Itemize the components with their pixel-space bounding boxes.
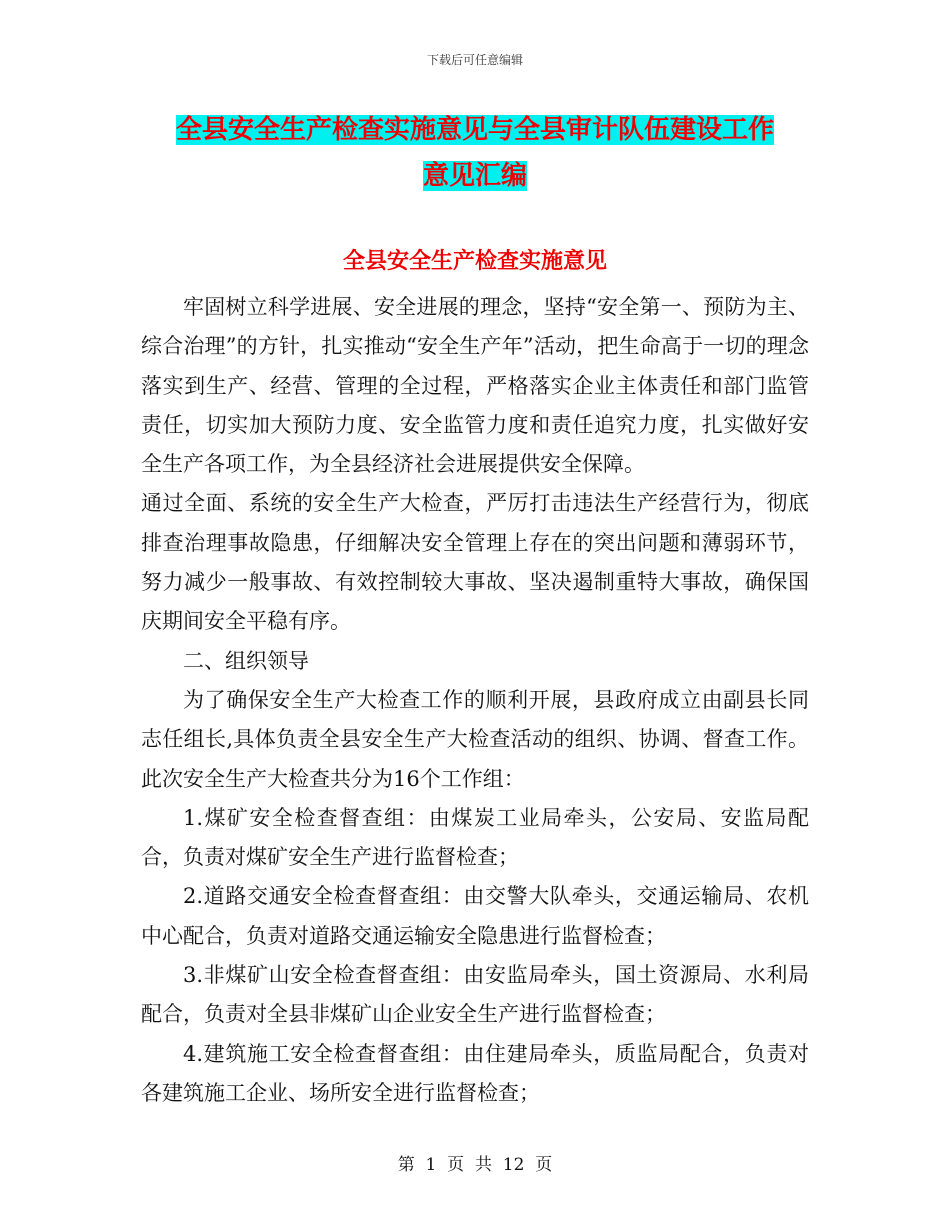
list-item-coal-mine-group: 1.煤矿安全检查督查组：由煤炭工业局牵头，公安局、安监局配合，负责对煤矿安全生产进行监督检查； — [141, 805, 809, 870]
list-item-non-coal-mine-group: 3.非煤矿山安全检查督查组：由安监局牵头，国土资源局、水利局配合，负责对全县非煤矿山企业安全生产进行监督检查； — [141, 963, 809, 1027]
list-item-road-traffic-group: 2.道路交通安全检查督查组：由交警大队牵头，交通运输局、农机中心配合，负责对道路交通运输安全隐患进行监督检查； — [141, 884, 809, 948]
heading-organization: 二、组织领导 — [183, 648, 309, 673]
page-header-note: 下载后可任意编辑 — [426, 53, 523, 67]
paragraph-organization: 为了确保安全生产大检查工作的顺利开展，县政府成立由副县长同志任组长,具体负责全县安全生产大检查活动的组织、协调、督查工作。此次安全生产大检查共分为16个工作组： — [141, 687, 809, 791]
paragraph-principles: 牢固树立科学进展、安全进展的理念，坚持“安全第一、预防为主、综合治理”的方针，扎实推动“安全生产年”活动，把生命高于一切的理念落实到生产、经营、管理的全过程，严格落实企业主体责任和部门监管责任，切实加大预防力度、安全监管力度和责任追究力度，扎实做好安全生产各项工作，为全县经济社会进展提供安全保障。 — [141, 295, 809, 477]
document-title-line2: 意见汇编 — [422, 161, 527, 191]
document-title-line1: 全县安全生产检查实施意见与全县审计队伍建设工作 — [175, 115, 774, 145]
paragraph-inspection-goals: 通过全面、系统的安全生产大检查，严厉打击违法生产经营行为，彻底排查治理事故隐患，仔细解决安全管理上存在的突出问题和薄弱环节，努力减少一般事故、有效控制较大事故、坚决遏制重特大事故，确保国庆期间安全平稳有序。 — [141, 491, 809, 634]
page-number: 第 1 页 共 12 页 — [397, 1155, 553, 1175]
section-title: 全县安全生产检查实施意见 — [342, 249, 607, 274]
list-item-construction-group: 4.建筑施工安全检查督查组：由住建局牵头，质监局配合，负责对各建筑施工企业、场所安全进行监督检查； — [141, 1041, 809, 1105]
document-body — [141, 288, 809, 1113]
document-title — [140, 107, 810, 199]
